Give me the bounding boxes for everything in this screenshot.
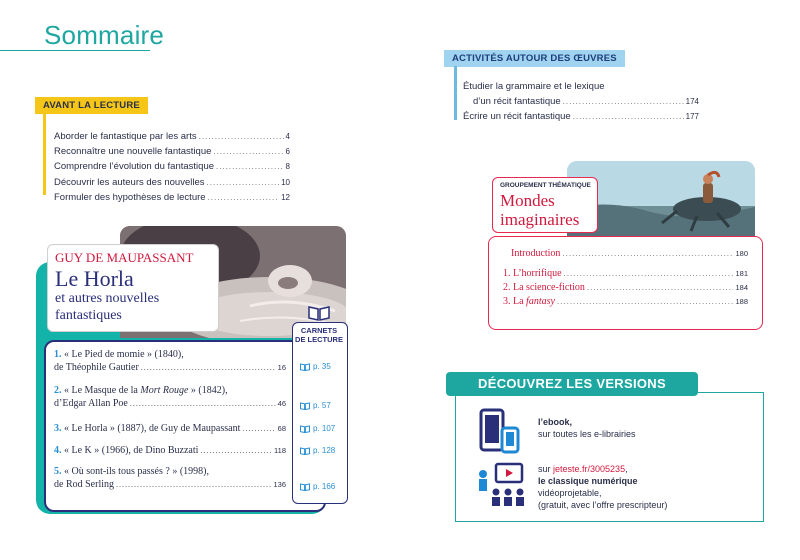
toc-row[interactable] xyxy=(54,190,290,205)
classique-line: le classique numérique xyxy=(538,476,638,486)
story-number: 1. xyxy=(54,349,62,360)
story-page: 68 xyxy=(277,424,286,433)
mondes-row[interactable] xyxy=(503,248,748,259)
story-number: 5. xyxy=(54,466,62,477)
story-number: 4. xyxy=(54,445,62,456)
toc-page: 174 xyxy=(685,97,699,107)
mondes-label: 1. L’horrifique xyxy=(503,268,562,279)
story-title: « Le K » (1966), de Dino Buzzati xyxy=(64,445,199,456)
story-page: 46 xyxy=(277,399,286,408)
book-icon xyxy=(300,363,310,371)
title-underline xyxy=(0,50,150,51)
classique-suffix: , xyxy=(625,464,628,474)
story-page: 118 xyxy=(274,446,286,455)
story-item[interactable] xyxy=(54,384,286,410)
ebook-line: sur toutes les e-librairies xyxy=(538,429,636,439)
horla-author: GUY DE MAUPASSANT xyxy=(55,250,194,265)
carnets-label-line: DE LECTURE xyxy=(295,335,343,344)
story-title-a: « Le Masque de la xyxy=(64,385,141,396)
toc-activites xyxy=(463,79,699,125)
mondes-page: 181 xyxy=(735,269,748,278)
mondes-page: 188 xyxy=(735,297,748,306)
toc-page: 4 xyxy=(285,132,290,141)
ebook-text xyxy=(538,416,636,440)
toc-page: 8 xyxy=(285,162,290,172)
toc-page: 6 xyxy=(285,147,290,157)
section-bar-activites xyxy=(454,66,457,120)
carnet-page: p. 166 xyxy=(313,482,336,491)
classique-line: (gratuit, avec l’offre prescripteur) xyxy=(538,500,668,510)
story-author: de Rod Serling xyxy=(54,479,114,490)
story-number: 3. xyxy=(54,423,62,434)
mondes-row[interactable] xyxy=(503,296,748,307)
mondes-row[interactable] xyxy=(503,268,748,279)
toc-row[interactable] xyxy=(54,175,290,190)
book-icon xyxy=(300,425,310,433)
toc-row[interactable] xyxy=(463,94,699,109)
toc-avant xyxy=(54,129,290,205)
carnet-page: p. 57 xyxy=(313,401,331,410)
toc-label: Étudier la grammaire et le lexique xyxy=(463,81,605,92)
toc-label: Reconnaître une nouvelle fantastique xyxy=(54,146,212,158)
toc-row[interactable] xyxy=(54,159,290,174)
mondes-label xyxy=(503,296,555,307)
toc-row[interactable] xyxy=(54,144,290,159)
projector-class-icon xyxy=(476,462,526,508)
section-tag-avant: AVANT LA LECTURE xyxy=(35,97,148,114)
book-icon xyxy=(300,483,310,491)
toc-label: Formuler des hypothèses de lecture xyxy=(54,191,206,203)
carnet-ref[interactable] xyxy=(300,424,335,433)
classique-text xyxy=(538,463,667,511)
mondes-title-line: Mondes xyxy=(500,191,555,210)
mondes-label-italic: fantasy xyxy=(526,296,555,307)
carnets-column xyxy=(292,322,348,504)
story-page: 16 xyxy=(277,363,286,372)
mondes-list xyxy=(503,248,748,307)
mondes-label-a: 3. La xyxy=(503,296,527,307)
carnet-page: p. 107 xyxy=(313,424,336,433)
carnets-label-line: CARNETS xyxy=(300,326,338,335)
toc-page: 12 xyxy=(281,192,290,202)
carnet-ref[interactable] xyxy=(300,482,335,491)
book-icon xyxy=(300,402,310,410)
book-icon xyxy=(300,447,310,455)
mondes-page: 180 xyxy=(735,249,748,258)
carnets-label xyxy=(294,326,344,344)
horla-subtitle: et autres nouvelles fantastiques xyxy=(55,291,160,323)
mondes-title xyxy=(500,191,579,229)
horla-title: Le Horla xyxy=(55,266,134,291)
story-author: de Théophile Gautier xyxy=(54,362,139,373)
toc-label: Comprendre l’évolution du fantastique xyxy=(54,161,215,173)
story-number: 2. xyxy=(54,385,62,396)
story-title: « Le Pied de momie » (1840), xyxy=(64,349,184,360)
toc-label: Aborder le fantastique par les arts xyxy=(54,131,197,142)
mondes-tag: GROUPEMENT THÉMATIQUE xyxy=(500,182,591,189)
classique-line: vidéoprojetable, xyxy=(538,488,602,498)
story-title-italic: Mort Rouge xyxy=(140,385,189,396)
jeteste-link[interactable]: jeteste.fr/3005235 xyxy=(553,464,626,474)
toc-row[interactable] xyxy=(54,129,290,144)
mondes-label: Introduction xyxy=(511,248,561,259)
story-item[interactable] xyxy=(54,348,286,374)
mondes-page: 184 xyxy=(735,283,748,292)
carnet-ref[interactable] xyxy=(300,401,331,410)
story-title: « Le Horla » (1887), de Guy de Maupassant xyxy=(64,423,241,434)
story-item[interactable] xyxy=(54,422,286,435)
mondes-label: 2. La science-fiction xyxy=(503,282,585,293)
classique-prefix: sur xyxy=(538,464,554,474)
carnet-page: p. 128 xyxy=(313,446,336,455)
toc-page: 177 xyxy=(685,112,699,122)
toc-page: 10 xyxy=(281,177,290,187)
carnet-page: p. 35 xyxy=(313,362,331,371)
story-item[interactable] xyxy=(54,444,286,457)
tablet-phone-icon xyxy=(478,408,524,454)
page-title: Sommaire xyxy=(44,20,165,50)
section-tag-activites: ACTIVITÉS AUTOUR DES ŒUVRES xyxy=(444,50,625,67)
mondes-title-line: imaginaires xyxy=(500,210,580,229)
story-item[interactable] xyxy=(54,465,286,491)
ebook-line: l’ebook, xyxy=(538,417,573,427)
toc-label: Écrire un récit fantastique xyxy=(463,111,571,123)
mondes-row[interactable] xyxy=(503,282,748,293)
toc-row[interactable] xyxy=(463,109,699,124)
carnet-ref[interactable] xyxy=(300,446,335,455)
section-bar-avant xyxy=(43,113,46,195)
toc-label: d’un récit fantastique xyxy=(473,96,561,108)
story-author: d’Edgar Allan Poe xyxy=(54,398,128,409)
open-book-icon xyxy=(307,304,331,322)
carnet-ref[interactable] xyxy=(300,362,331,371)
story-title-c: » (1842), xyxy=(188,385,228,396)
classique-line xyxy=(538,463,667,475)
story-page: 136 xyxy=(273,480,286,489)
story-title: « Où sont-ils tous passés ? » (1998), xyxy=(64,466,209,477)
digital-versions-banner: DÉCOUVREZ LES VERSIONS NUMÉRIQUES xyxy=(446,372,698,396)
toc-label: Découvrir les auteurs des nouvelles xyxy=(54,176,205,188)
